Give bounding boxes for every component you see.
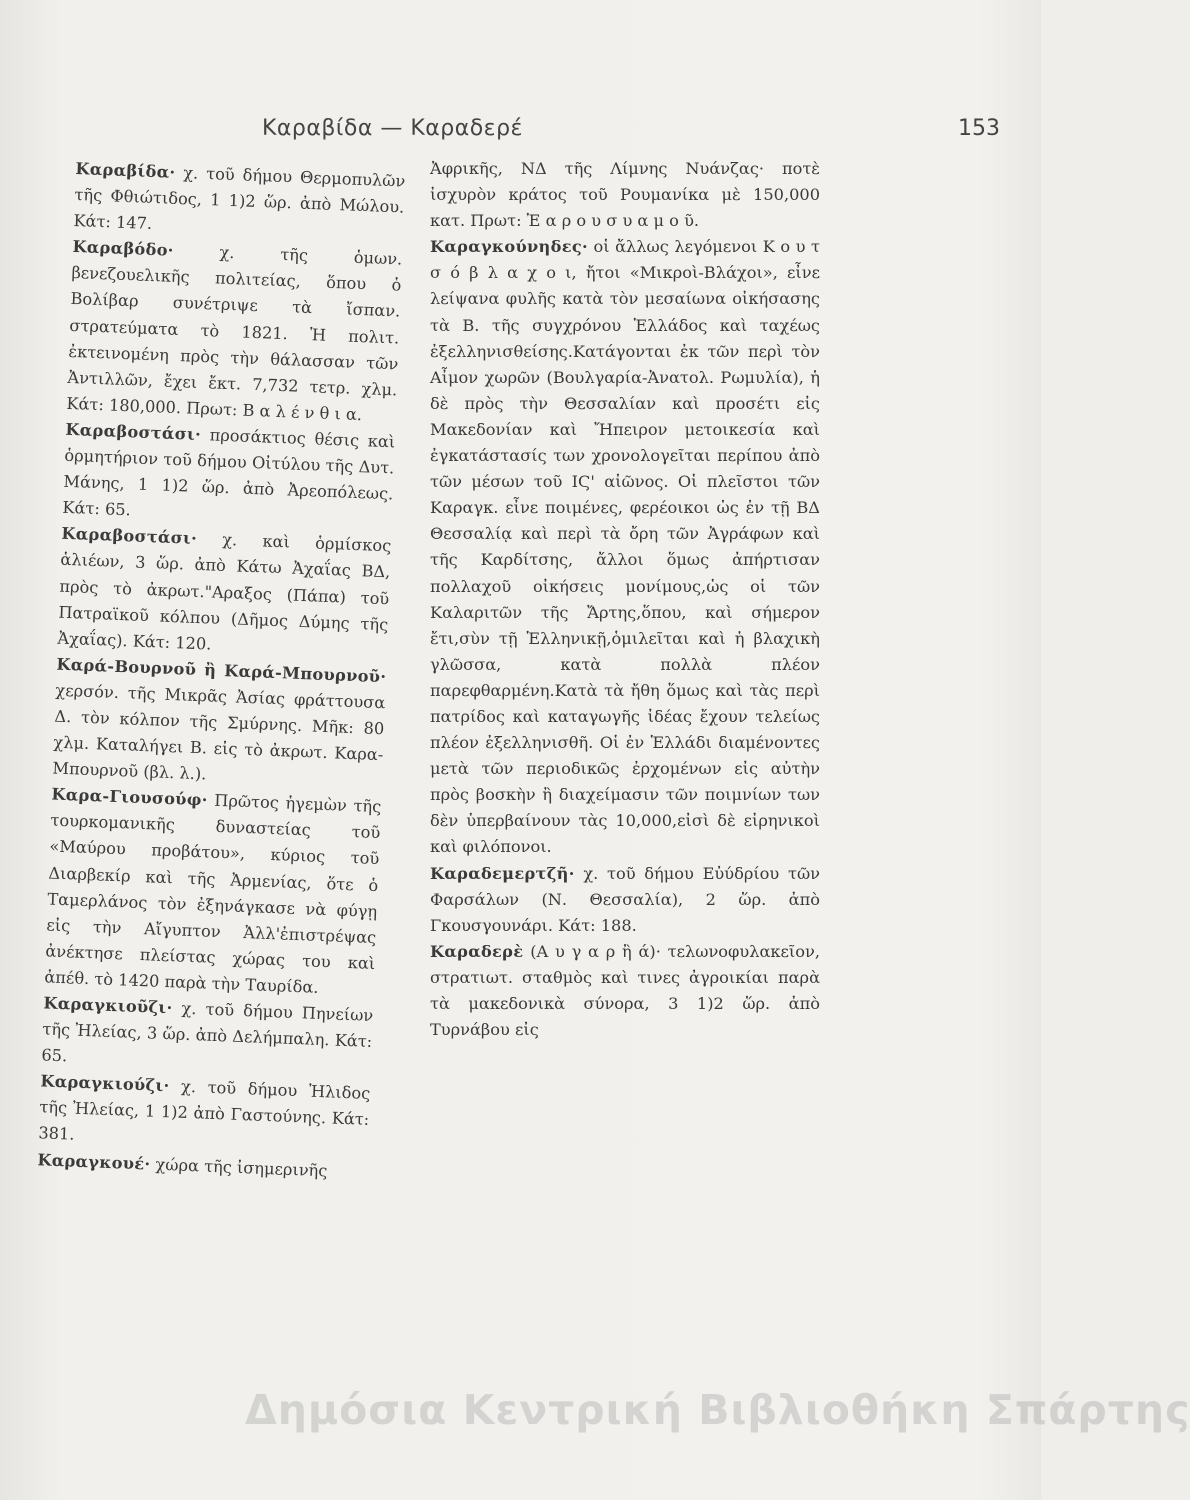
entry-text: χ. τοῦ δήμου Θερμοπυλῶν τῆς Φθιώτιδος, 1 1)2 ὥρ. ἀπὸ Μώλου. Κάτ: 147. — [73, 163, 406, 234]
running-header — [0, 116, 1041, 156]
entry-text: χερσόν. τῆς Μικρᾶς Ἀσίας φράττουσα Δ. τὸν κόλπον τῆς Σμύρνης. Μῆκ: 80 χλμ. Καταλήγει Β. εἰς τὸ ἀκρωτ. Καρα-Μπουρνοῦ (βλ. λ.). — [52, 680, 386, 784]
dictionary-entry — [57, 521, 392, 664]
entry-text: Ἀφρικῆς, ΝΔ τῆς Λίμνης Νυάνζας· ποτὲ ἰσχυρὸν κράτος τοῦ Ρουμανίκα μὲ 150,000 κατ. Πρωτ: Ἐ α ρ ο υ σ υ α μ ο ῦ. — [430, 159, 820, 231]
entry-text: χ. τῆς ὁμων. βενεζουελικῆς πολιτείας, ὅπου ὁ Βολίβαρ συνέτριψε τὰ ἴσπαν. στρατεύματα τὸ 1821. Ἡ πολιτ. ἐκτεινομένη πρὸς τὴν θάλασσαν τῶν Ἀντιλλῶν, ἔχει ἔκτ. 7,732 τετρ. χλμ. Κάτ: 180,000. Πρωτ: Β α λ έ ν θ ι α. — [66, 242, 403, 425]
entry-headword: Καραγκιοῦζι· — [43, 993, 173, 1018]
entry-text: χ. καὶ ὁρμίσκος ἁλιέων, 3 ὥρ. ἀπὸ Κάτω Ἀχαΐας ΒΔ, πρὸς τὸ ἀκρωτ."Αραξος (Πάπα) τοῦ Πατραϊκοῦ κόλπου (Δῆμος Δύμης τῆς Ἀχαΐας). Κάτ: 120. — [57, 530, 392, 654]
right-column — [430, 156, 820, 1043]
entry-text: χ. τοῦ δήμου Εὐύδρίου τῶν Φαρσάλων (Ν. Θεσσαλία), 2 ὥρ. ἀπὸ Γκουσγουνάρι. Κάτ: 188. — [430, 863, 820, 935]
entry-headword: Καραγκιούζι· — [40, 1071, 170, 1096]
entry-text: Πρῶτος ἡγεμὼν τῆς τουρκομανικῆς δυναστείας τοῦ «Μαύρου προβάτου», κύριος τοῦ Διαρβεκίρ καὶ τῆς Ἀρμενίας, ὅτε ὁ Ταμερλάνος τὸν ἐξηνάγκασε νὰ φύγῃ εἰς τὴν Αἴγυπτον Ἀλλ'ἐπιστρέψας ἀνέκτησε πλείστας χώρας του καὶ ἀπέθ. τὸ 1420 παρὰ τὴν Ταυρίδα. — [44, 791, 382, 997]
dictionary-entry — [430, 861, 820, 939]
dictionary-entry — [66, 234, 403, 429]
dictionary-entry — [430, 939, 820, 1043]
dictionary-entry — [44, 782, 382, 1003]
page-number: 153 — [958, 116, 1000, 141]
dictionary-entry — [62, 417, 396, 534]
dictionary-entry — [73, 156, 406, 247]
entry-headword: Καραβοστάσι· — [61, 524, 198, 549]
entry-text: χ. τοῦ δήμου Ἠλιδος τῆς Ἠλείας, 1 1)2 ἀπὸ Γαστούνης. Κάτ: 381. — [38, 1077, 371, 1145]
entry-headword: Καραγκουέ· — [37, 1149, 151, 1174]
entry-headword: Καραβίδα· — [75, 158, 176, 182]
running-title: Καραβίδα — Καραδερέ — [262, 116, 523, 141]
dictionary-entry — [38, 1069, 371, 1160]
entry-text: προσάκτιος θέσις καὶ ὁρμητήριον τοῦ δήμου Οἰτύλου τῆς Δυτ. Μάνης, 1 1)2 ὥρ. ἀπὸ Ἀρεοπόλεως. Κάτ: 65. — [62, 425, 396, 520]
entry-headword: Καρα-Γιουσούφ· — [51, 784, 209, 810]
entry-text: (Α υ γ α ρ ἢ ά)· τελωνοφυλακεῖον, στρατιωτ. σταθμὸς καὶ τινες ἀγροικίαι παρὰ τὰ μακεδονικὰ σύνορα, 3 1)2 ὥρ. ἀπὸ Τυρνάβου εἰς — [430, 941, 820, 1040]
entry-text: χ. τοῦ δήμου Πηνείων τῆς Ἠλείας, 3 ὥρ. ἀπὸ Δελήμπαλη. Κάτ: 65. — [41, 998, 374, 1066]
entry-headword: Καραδερὲ — [430, 941, 524, 961]
entry-headword: Καραδεμερτζῆ· — [430, 863, 575, 883]
dictionary-entry — [430, 156, 820, 234]
entry-headword: Καραβοστάσι· — [65, 419, 202, 444]
dictionary-entry — [52, 651, 387, 794]
entry-headword: Καρά-Βουρνοῦ ἢ Καρά-Μπουρνοῦ· — [56, 654, 387, 687]
left-column — [37, 156, 406, 1186]
entry-headword: Καραγκούνηδες· — [430, 237, 588, 257]
dictionary-entry — [41, 990, 374, 1081]
dictionary-entry — [430, 234, 820, 860]
library-watermark: Δημόσια Κεντρική Βιβλιοθήκη Σπάρτης — [245, 1386, 1190, 1434]
entry-text: χώρα τῆς ἰσημερινῆς — [155, 1154, 328, 1180]
entry-headword: Καραβόδο· — [72, 237, 175, 261]
entry-text: οἱ ἄλλως λεγόμενοι Κ ο υ τ σ ό β λ α χ ο ι, ἤτοι «Μικροὶ-Βλάχοι», εἶνε λείψανα φυλῆς κατὰ τὸν μεσαίωνα οἰκήσασης τὰ Β. τῆς συγχρόνου Ἑλλάδος καὶ ταχέως ἐξελληνισθείσης.Κατάγονται ἐκ τῶν περὶ τὸν Αἶμον χωρῶν (Βουλγαρία-Ἀνατολ. Ρωμυλία), ἡ δὲ πρὸς τὴν Θεσσαλίαν καὶ προσέτι εἰς Μακεδονίαν καὶ Ἤπειρον μετοικεσία καὶ ἐγκατάστασίς των χρονολογεῖται περίπου ἀπὸ τῶν μέσων τοῦ ΙϚ' αἰῶνος. Οἱ πλεῖστοι τῶν Καραγκ. εἶνε ποιμένες, φερέοικοι ὡς ἐν τῇ ΒΔ Θεσσαλίᾳ καὶ περὶ τὰ ὄρη τῶν Ἀγράφων καὶ τῆς Καρδίτσης, ἄλλοι ὅμως ἀπήρτισαν πολλαχοῦ οἰκήσεις μονίμους,ὡς οἱ τῶν Καλαριτῶν τῆς Ἄρτης,ὅπου, καὶ σήμερον ἔτι,σὺν τῇ Ἑλληνικῇ,ὁμιλεῖται καὶ ἡ βλαχικὴ γλῶσσα, κατὰ πολλὰ πλέον παρεφθαρμένη.Κατὰ τὰ ἤθη ὅμως καὶ τὰς περὶ πατρίδος καὶ καταγωγῆς ἰδέας ἔχουν τελείως πλέον ἐξελληνισθῆ. Οἱ ἐν Ἑλλάδι διαμένοντες μετὰ τῶν περιοδικῶς ἐρχομένων εἰς αὐτὴν πρὸς βοσκὴν ἢ διαχείμασιν τῶν ποιμνίων των δὲν ὑπερβαίνουν τὰς 10,000,εἰσὶ δὲ εἰρηνικοὶ καὶ φιλόπονοι. — [430, 237, 820, 857]
